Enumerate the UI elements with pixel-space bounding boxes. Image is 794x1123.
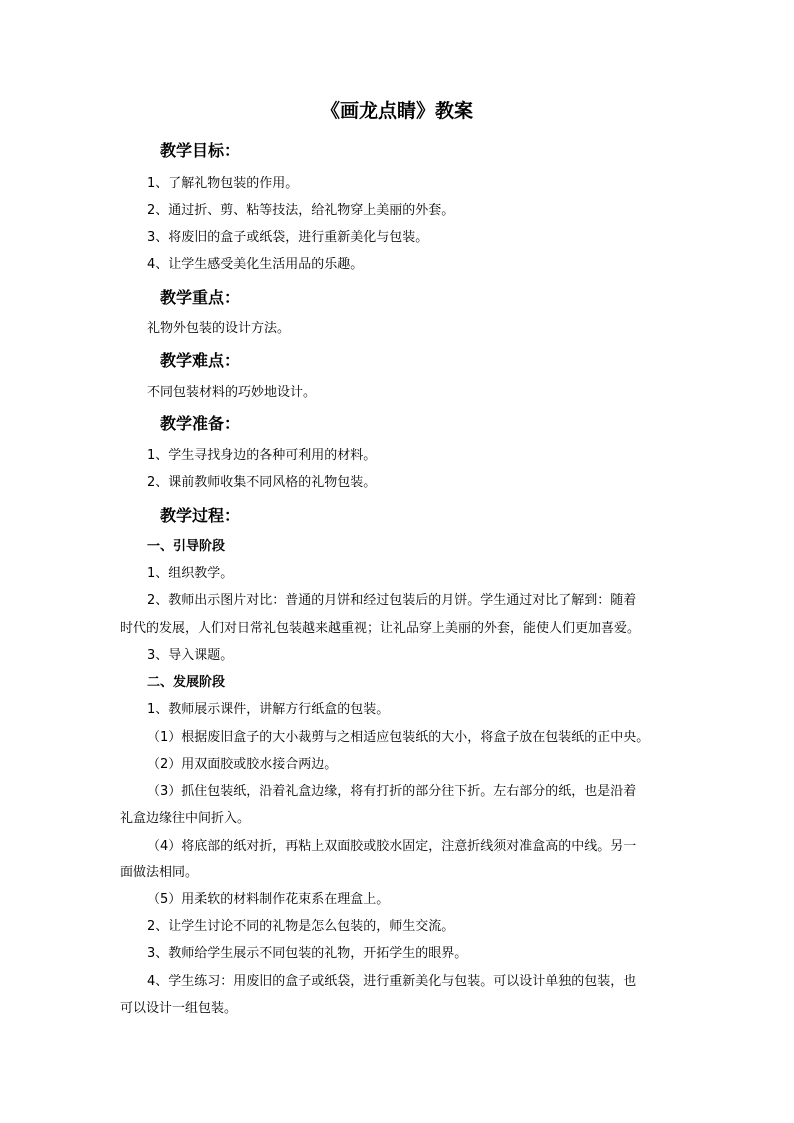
stage2-line: 面做法相同。 [120, 865, 199, 880]
objective-item: 4、让学生感受美化生活用品的乐趣。 [147, 257, 364, 272]
document-title: 《画龙点睛》教案 [320, 100, 473, 122]
stage2-line: 礼盒边缘往中间折入。 [120, 811, 251, 826]
stage1-line: 3、导入课题。 [147, 648, 234, 663]
preparation-item: 2、课前教师收集不同风格的礼物包装。 [147, 475, 377, 490]
stage2-line: 4、学生练习：用废旧的盒子或纸袋，进行重新美化与包装。可以设计单独的包装，也 [147, 974, 637, 989]
process-heading: 教学过程： [160, 506, 241, 525]
stage2-line: 可以设计一组包装。 [120, 1001, 238, 1016]
preparation-item: 1、学生寻找身边的各种可利用的材料。 [147, 448, 377, 463]
key-points-text: 礼物外包装的设计方法。 [147, 321, 291, 336]
stage2-line: 2、让学生讨论不同的礼物是怎么包装的，师生交流。 [147, 919, 455, 934]
objective-item: 3、将废旧的盒子或纸袋，进行重新美化与包装。 [147, 230, 429, 245]
objectives-heading: 教学目标： [160, 141, 241, 160]
stage1-line: 时代的发展，人们对日常礼包装越来越重视；让礼品穿上美丽的外套，能使人们更加喜爱。 [120, 621, 641, 636]
stage2-line: 1、教师展示课件，讲解方行纸盒的包装。 [147, 702, 390, 717]
difficulties-text: 不同包装材料的巧妙地设计。 [147, 385, 317, 400]
stage1-line: 1、组织教学。 [147, 566, 234, 581]
stage2-line: 3、教师给学生展示不同包装的礼物，开拓学生的眼界。 [147, 946, 468, 961]
stage1-line: 2、教师出示图片对比：普通的月饼和经过包装后的月饼。学生通过对比了解到：随着 [147, 593, 637, 608]
stage1-heading: 一、引导阶段 [147, 539, 226, 554]
stage2-line: （2）用双面胶或胶水接合两边。 [147, 757, 338, 772]
stage2-line: （5）用柔软的材料制作花束系在理盒上。 [147, 892, 390, 907]
preparation-heading: 教学准备： [160, 414, 241, 433]
difficulties-heading: 教学难点： [160, 351, 241, 370]
stage2-line: （1）根据废旧盒子的大小裁剪与之相适应包装纸的大小，将盒子放在包装纸的正中央。 [147, 730, 650, 745]
stage2-line: （3）抓住包装纸，沿着礼盒边缘，将有打折的部分往下折。左右部分的纸，也是沿着 [147, 784, 637, 799]
stage2-line: （4）将底部的纸对折，再粘上双面胶或胶水固定，注意折线须对准盒高的中线。另一 [147, 839, 637, 854]
key-points-heading: 教学重点： [160, 288, 241, 307]
objective-item: 1、了解礼物包装的作用。 [147, 176, 299, 191]
stage2-heading: 二、发展阶段 [147, 675, 226, 690]
objective-item: 2、通过折、剪、粘等技法，给礼物穿上美丽的外套。 [147, 203, 455, 218]
